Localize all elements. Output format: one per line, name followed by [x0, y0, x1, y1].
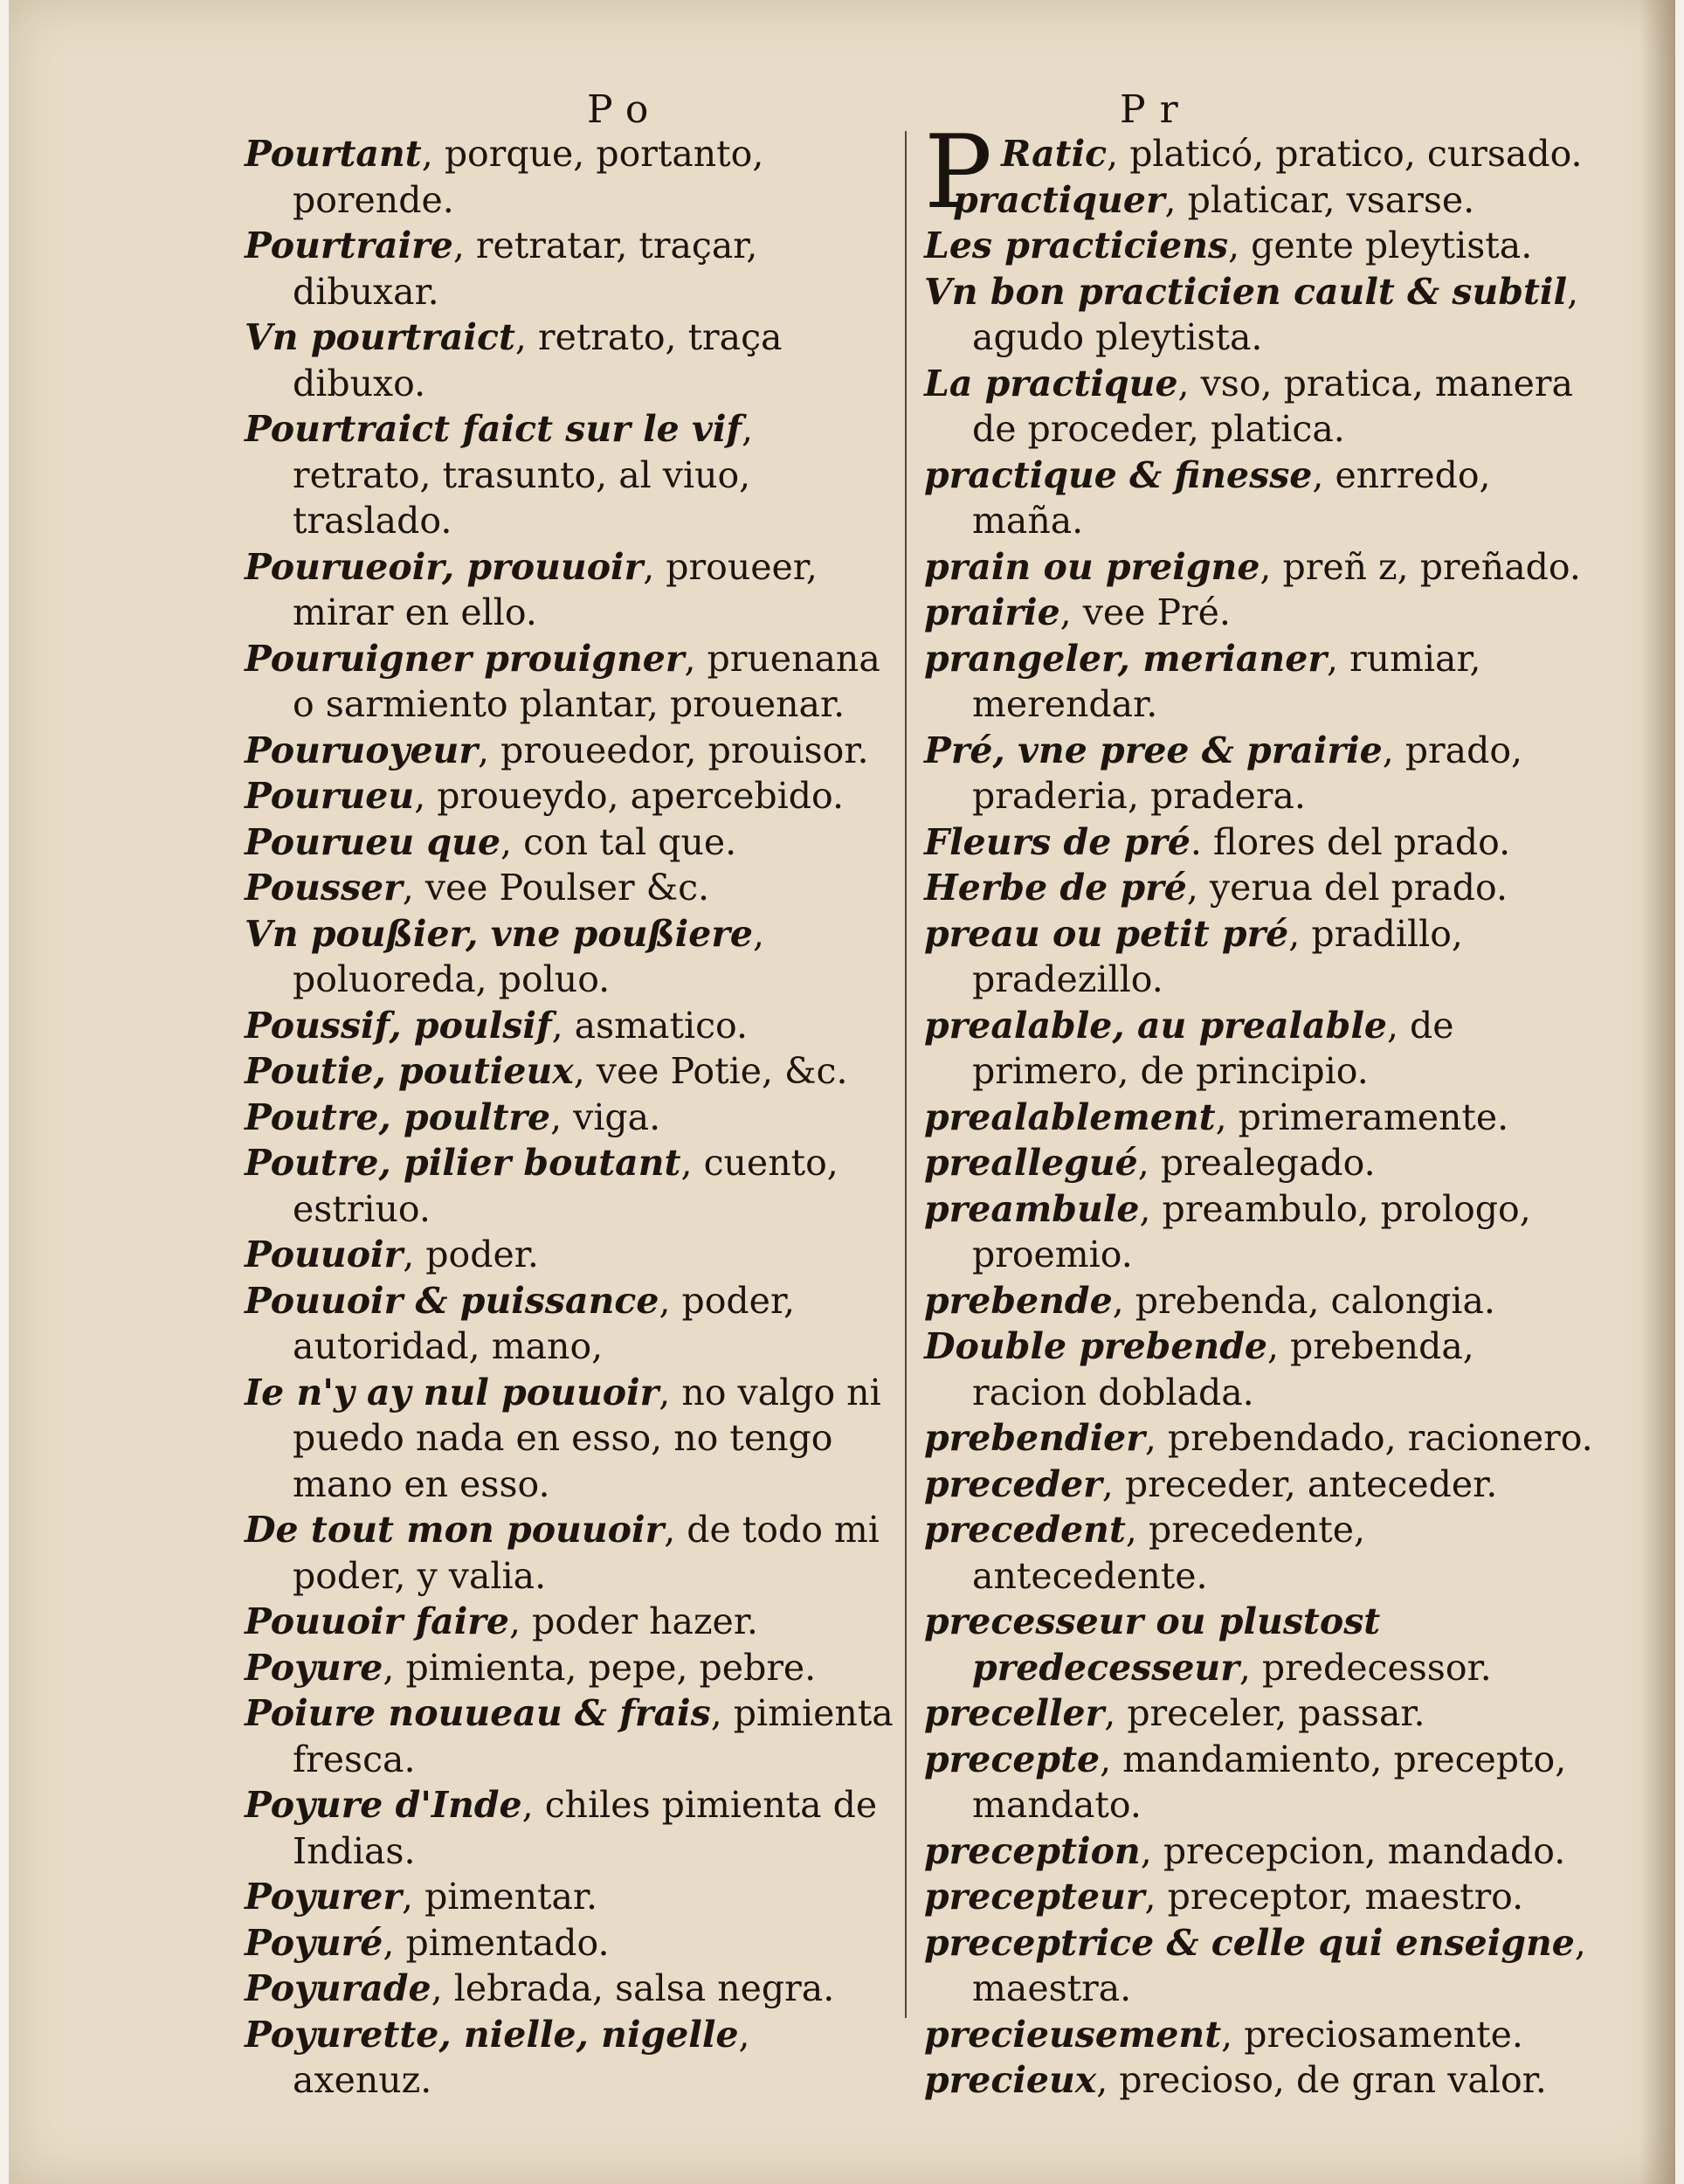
definition: , precepcion, mandado. [1140, 1829, 1566, 1872]
headword: Poutie, poutieux [245, 1050, 574, 1092]
dictionary-entry [924, 1462, 1597, 1508]
dictionary-entry [924, 453, 1597, 544]
headword: Poutre, poultre [245, 1095, 551, 1138]
dictionary-entry [924, 911, 1597, 1003]
headword: prebendier [924, 1417, 1145, 1459]
dictionary-entry [245, 1507, 900, 1599]
definition: , vee Pré. [1059, 591, 1231, 633]
dictionary-entry [245, 2012, 900, 2104]
headword: Pourueoir, prouuoir [245, 545, 644, 588]
dictionary-entry [245, 1920, 900, 1966]
headword: Pouuoir faire [245, 1600, 509, 1642]
headword: Poyure [245, 1646, 383, 1689]
headword: Poiure nouueau & frais [245, 1692, 711, 1734]
headword: precepteur [924, 1876, 1145, 1918]
headword: preambule [924, 1187, 1140, 1230]
headword: Pousser [245, 867, 403, 909]
definition: , prado, praderia, pradera. [972, 729, 1523, 817]
dictionary-entry [924, 177, 1597, 224]
dictionary-entry [245, 1645, 900, 1691]
dictionary-entry [924, 1415, 1597, 1462]
definition: , preñ z, preñado. [1260, 545, 1581, 588]
dictionary-entry [924, 819, 1597, 866]
definition: , pimentado. [383, 1921, 610, 1964]
headword: Pré, vne pree & prairie [924, 729, 1383, 771]
dictionary-entry [924, 1186, 1597, 1278]
definition: , prealegado. [1137, 1142, 1376, 1184]
definition: , poluoreda, poluo. [293, 912, 765, 1000]
dictionary-entry [245, 1782, 900, 1874]
definition: , predecessor. [1239, 1646, 1492, 1689]
dictionary-entry [924, 1599, 1597, 1690]
headword: prairie [924, 591, 1060, 633]
column-divider [905, 131, 907, 2018]
definition: , chiles pimienta de Indias. [293, 1784, 878, 1872]
definition: , vee Potie, &c. [573, 1050, 848, 1092]
headword: Poyurade [245, 1967, 431, 2009]
dictionary-entry [924, 728, 1597, 819]
dictionary-entry [924, 1324, 1597, 1415]
dictionary-entry [245, 1874, 900, 1920]
headword: Pourtraict faict sur le vif [245, 408, 742, 450]
dictionary-entry [245, 865, 900, 911]
left-column [245, 131, 900, 2104]
definition: , prebenda, racion doblada. [972, 1325, 1474, 1413]
headword: Vn bon practicien cault & subtil [924, 270, 1568, 313]
definition: , poder hazer. [508, 1600, 758, 1642]
headword: Double prebende [924, 1325, 1267, 1367]
definition: , retrato, traça dibuxo. [293, 316, 783, 404]
headword: prealablement [924, 1095, 1216, 1138]
definition: , pimentar. [402, 1876, 598, 1918]
headword: Pouruoyeur [245, 729, 478, 771]
dictionary-entry [245, 1095, 900, 1141]
dictionary-entry [245, 406, 900, 544]
headword: Poussif, poulsif [245, 1004, 552, 1047]
definition: , no valgo ni puedo nada en esso, no tengo mano en esso. [293, 1371, 881, 1505]
dictionary-entry [245, 223, 900, 314]
definition: , poder, autoridad, mano, [293, 1279, 796, 1367]
definition: , vee Poulser &c. [402, 867, 710, 909]
headword: prebende [924, 1279, 1113, 1322]
definition: , proueydo, apercebido. [414, 775, 845, 817]
headword: Vn pourtraict [245, 316, 515, 358]
dictionary-entry [245, 728, 900, 774]
dictionary-entry [924, 1920, 1597, 2012]
headword: Fleurs de pré [924, 820, 1191, 863]
headword: practiquer [953, 178, 1165, 221]
headword: Poyure d'Inde [245, 1784, 522, 1826]
dictionary-entry [245, 1599, 900, 1645]
right-column-header: Pr [1120, 87, 1192, 132]
dictionary-entry [924, 1828, 1597, 1875]
page-edge-shadow [1640, 0, 1675, 2184]
headword: Pourueu [245, 775, 415, 817]
headword: preceptrice & celle qui enseigne [924, 1921, 1575, 1964]
definition: , con tal que. [500, 820, 737, 863]
definition: , cuento, estriuo. [293, 1142, 839, 1230]
definition: , pimienta fresca. [293, 1692, 894, 1780]
dictionary-entry [924, 2012, 1597, 2058]
definition: , proueer, mirar en ello. [293, 545, 818, 633]
definition: , precioso, de gran valor. [1096, 2059, 1547, 2101]
definition: , axenuz. [293, 2013, 750, 2101]
headword: precieusement [924, 2013, 1222, 2056]
definition: , agudo pleytista. [972, 270, 1579, 358]
dictionary-entry [245, 1232, 900, 1278]
dictionary-entry [924, 865, 1597, 911]
dictionary-entry [924, 1140, 1597, 1186]
drop-cap: P [924, 114, 993, 232]
dictionary-entry [924, 544, 1597, 591]
headword: Pouuoir [245, 1234, 404, 1275]
definition: , pradillo, pradezillo. [972, 912, 1463, 1000]
definition: , prebendado, racionero. [1144, 1417, 1593, 1459]
headword: preceller [924, 1692, 1105, 1734]
dictionary-entry [924, 636, 1597, 728]
left-column-header: Po [587, 87, 663, 132]
headword: precedent [924, 1509, 1126, 1551]
definition: , gente pleytista. [1228, 225, 1533, 266]
dictionary-entry [245, 1370, 900, 1508]
right-column [924, 114, 1597, 2104]
headword: Vn poußier, vne poußiere [245, 912, 754, 955]
headword: preceder [924, 1462, 1102, 1505]
definition: , mandamiento, precepto, mandato. [972, 1738, 1567, 1826]
dictionary-entry [245, 1690, 900, 1782]
definition: , proueedor, prouisor. [477, 729, 869, 771]
definition: , vso, pratica, manera de proceder, platica. [972, 362, 1573, 450]
headword: preallegué [924, 1142, 1138, 1184]
dictionary-entry [245, 131, 900, 223]
definition: , primeramente. [1215, 1095, 1509, 1138]
definition: , pruenana o sarmiento plantar, prouenar. [293, 637, 880, 725]
headword: Poyuré [245, 1921, 383, 1964]
definition: , rumiar, merendar. [972, 637, 1481, 725]
headword: preception [924, 1829, 1141, 1872]
dictionary-entry [924, 1095, 1597, 1141]
dictionary-entry [924, 1737, 1597, 1828]
dictionary-entry [245, 773, 900, 819]
headword: Poutre, pilier boutant [245, 1142, 681, 1184]
dictionary-entry [245, 911, 900, 1003]
dictionary-entry [924, 1690, 1597, 1737]
dictionary-entry [245, 314, 900, 406]
headword: Pourtant [245, 133, 422, 175]
definition: , viga. [550, 1095, 661, 1138]
definition: , preceder, anteceder. [1101, 1462, 1498, 1505]
definition: , platicó, pratico, cursado. [1107, 133, 1583, 175]
definition: , de primero, de principio. [972, 1004, 1454, 1092]
dictionary-entry [245, 544, 900, 636]
dictionary-entry [245, 1278, 900, 1370]
dictionary-entry [245, 1140, 900, 1232]
headword: Poyurer [245, 1876, 402, 1918]
definition: , retrato, trasunto, al viuo, traslado. [293, 408, 754, 542]
headword: practique & finesse [924, 453, 1313, 496]
definition: , preciosamente. [1221, 2013, 1523, 2056]
headword: prain ou preigne [924, 545, 1260, 588]
headword: Pourtraire [245, 225, 453, 266]
definition: , porque, portanto, porende. [293, 133, 764, 221]
dictionary-entry [245, 636, 900, 728]
headword: prealable, au prealable [924, 1004, 1387, 1047]
headword: Les practiciens [924, 225, 1229, 266]
definition: , retratar, traçar, dibuxar. [293, 225, 758, 313]
headword: precepte [924, 1738, 1101, 1780]
headword: De tout mon pouuoir [245, 1509, 665, 1551]
dictionary-entry [245, 1048, 900, 1095]
headword: Pouuoir & puissance [245, 1279, 659, 1322]
headword: Pourueu que [245, 820, 501, 863]
headword: Ratic [1001, 133, 1108, 175]
dictionary-entry [245, 819, 900, 866]
dictionary-entry [924, 269, 1597, 361]
dictionary-entry [924, 2057, 1597, 2104]
definition: , prebenda, calongia. [1112, 1279, 1495, 1322]
definition: , maestra. [972, 1921, 1586, 2009]
definition: , preambulo, prologo, proemio. [972, 1187, 1531, 1275]
headword: precesseur ou plustost predecesseur [924, 1600, 1381, 1689]
dictionary-entry [924, 590, 1597, 636]
definition: , asmatico. [551, 1004, 749, 1047]
definition: , pimienta, pepe, pebre. [383, 1646, 817, 1689]
definition: , de todo mi poder, y valia. [293, 1509, 880, 1597]
headword: Herbe de pré [924, 867, 1187, 909]
dictionary-entry [245, 1003, 900, 1049]
headword: Pouruigner prouigner [245, 637, 685, 680]
definition: , precedente, antecedente. [972, 1509, 1365, 1597]
definition: , yerua del prado. [1186, 867, 1508, 909]
dictionary-entry [245, 1966, 900, 2012]
headword: Ie n'y ay nul pouuoir [245, 1371, 659, 1413]
definition: , enrredo, maña. [972, 453, 1491, 542]
headword: prangeler, merianer [924, 637, 1327, 680]
dictionary-entry [924, 1507, 1597, 1599]
dictionary-entry [924, 223, 1597, 269]
book-page [9, 0, 1675, 2184]
definition: . flores del prado. [1190, 820, 1511, 863]
dictionary-entry [924, 1874, 1597, 1920]
dictionary-entry [924, 1278, 1597, 1324]
headword: precieux [924, 2059, 1097, 2101]
dictionary-entry [924, 361, 1597, 453]
headword: La practique [924, 362, 1178, 404]
definition: , preceler, passar. [1104, 1692, 1425, 1734]
headword: Poyurette, nielle, nigelle [245, 2013, 739, 2056]
headword: preau ou petit pré [924, 912, 1289, 955]
dictionary-entry [924, 1003, 1597, 1095]
definition: , lebrada, salsa negra. [431, 1967, 835, 2009]
definition: , preceptor, maestro. [1144, 1876, 1524, 1918]
definition: , poder. [403, 1234, 539, 1275]
definition: , platicar, vsarse. [1164, 178, 1475, 221]
